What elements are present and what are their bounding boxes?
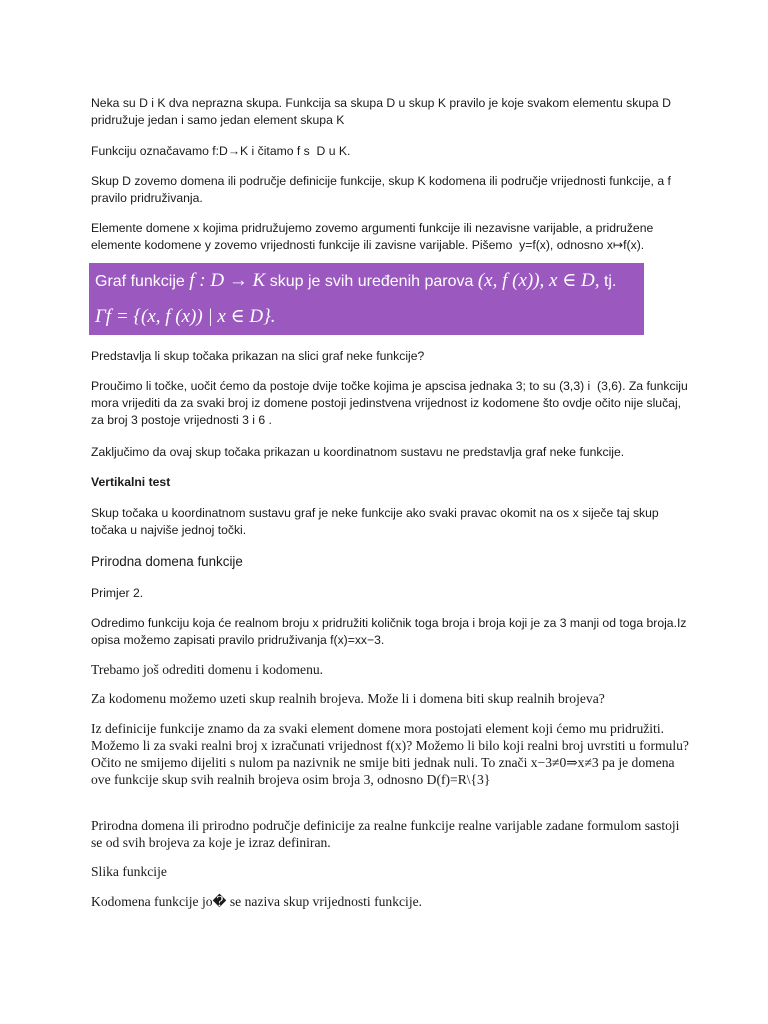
banner-text-a: Graf funkcije [95, 273, 190, 290]
vertical-test-heading: Vertikalni test [91, 475, 171, 489]
codomain-question: Za kodomenu možemo uzeti skup realnih brojeva. Može li i domena biti skup realnih brojeva? [91, 691, 605, 706]
example-label: Primjer 2. [91, 586, 144, 600]
banner-math-b: (x, f (x)), x ∈ D, [477, 270, 600, 291]
banner-line-1 [95, 268, 616, 295]
conclusion-paragraph: Zaključimo da ovaj skup točaka prikazan u koordinatnom sustavu ne predstavlja graf neke funkcije. [91, 445, 625, 459]
banner-formula: Γf = {(x, f (x)) | x ∈ D}. [95, 306, 276, 327]
domain-codomain-task: Trebamo još odrediti domenu i kodomenu. [91, 662, 324, 677]
natural-domain-definition: Prirodna domena ili prirodno područje definicije za realne funkcije realne varijable zadane formulom sastoji se od svih brojeva za koje je izraz definiran. [91, 818, 683, 850]
definition-paragraph: Neka su D i K dva neprazna skupa. Funkcija sa skupa D u skup K pravilo je koje svakom elementu skupa D pridružuje jedan i samo jedan element skupa K [91, 96, 675, 127]
domain-codomain-paragraph: Skup D zovemo domena ili područje definicije funkcije, skup K kodomena ili područje vrijednosti funkcije, a f pravilo pridruživanja. [91, 174, 675, 205]
vertical-test-paragraph: Skup točaka u koordinatnom sustavu graf je neke funkcije ako svaki pravac okomit na os x siječe taj skup točaka u najviše jednoj točki. [91, 506, 663, 537]
banner-text-c: tj. [599, 273, 617, 290]
example-paragraph: Odredimo funkciju koja će realnom broju x pridružiti količnik toga broja i broja koji je za 3 manji od toga broja.Iz opisa možemo zapisati pravilo pridruživanja f(x)=xx−3. [91, 616, 690, 647]
natural-domain-heading: Prirodna domena funkcije [91, 554, 243, 569]
notation-paragraph: Funkciju označavamo f:D→K i čitamo f s D u K. [91, 144, 351, 158]
banner-math-a: f : D → K [189, 270, 266, 291]
banner-text-b: skup je svih uređenih parova [265, 273, 478, 290]
graph-definition-banner [89, 263, 644, 335]
points-analysis-paragraph: Proučimo li točke, uočit ćemo da postoje dvije točke kojima je apscisa jednaka 3; to su (3,3) i (3,6). Za funkciju mora vrijediti da za svaki broj iz domene postoji jedinstvena vrijednost iz kodomene što ovdje očito nije slučaj, za broj 3 postoje vrijednosti 3 i 6 . [91, 379, 692, 427]
image-heading: Slika funkcije [91, 864, 167, 879]
question-paragraph: Predstavlja li skup točaka prikazan na slici graf neke funkcije? [91, 349, 425, 363]
codomain-note: Kodomena funkcije jo� se naziva skup vrijednosti funkcije. [91, 894, 423, 909]
arguments-paragraph: Elemente domene x kojima pridružujemo zovemo argumenti funkcije ili nezavisne varijable, a pridružene elemente kodomene y zovemo vrijednosti funkcije ili zavisne varijable. Pišemo y=f(x), odnosno x↦f(x). [91, 221, 657, 252]
domain-explanation: Iz definicije funkcije znamo da za svaki element domene mora postojati element koji ćemo mu pridružiti. Možemo li za svaki realni broj x izračunati vrijednost f(x)? Možemo li bilo koji realni broj uvrstiti u formulu? Očito ne smijemo dijeliti s nulom pa nazivnik ne smije biti jednak nuli. To znači x−3≠0⇒x≠3 pa je domena ove funkcije skup svih realnih brojeva osim broja 3, odnosno D(f)=R\{3} [91, 721, 693, 787]
